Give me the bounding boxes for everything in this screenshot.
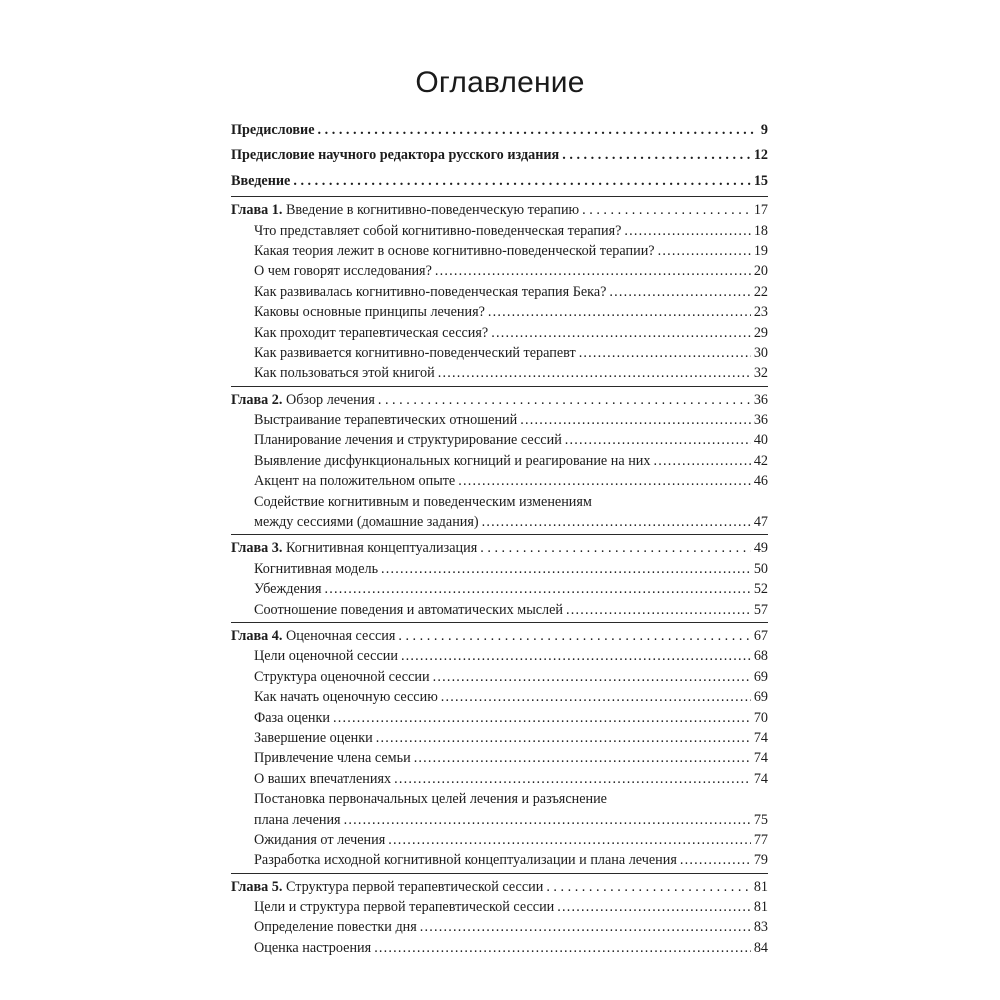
entry-label: Фаза оценки xyxy=(254,709,331,726)
section-list xyxy=(231,897,768,958)
entry-label: Когнитивная модель xyxy=(254,560,379,577)
entry-label: Завершение оценки xyxy=(254,729,373,746)
page-number: 74 xyxy=(753,729,768,746)
dot-leader xyxy=(388,830,751,850)
dot-leader xyxy=(398,626,750,646)
page-number: 9 xyxy=(760,122,768,138)
page-number: 30 xyxy=(753,344,768,361)
chapter-entry[interactable] xyxy=(231,626,768,646)
section-entry[interactable] xyxy=(254,600,768,620)
dot-leader xyxy=(438,363,751,383)
section-entry[interactable] xyxy=(254,769,768,789)
section-entry[interactable] xyxy=(254,897,768,917)
dot-leader xyxy=(394,769,751,789)
dot-leader xyxy=(579,343,751,363)
page-number: 47 xyxy=(753,514,768,531)
chapter-number: Глава 1. xyxy=(231,202,283,219)
dot-leader xyxy=(325,579,751,599)
dot-leader xyxy=(458,471,751,491)
entry-label: Как пользоваться этой книгой xyxy=(254,365,435,382)
front-entry[interactable] xyxy=(231,171,768,191)
dot-leader xyxy=(480,538,751,558)
entry-label: Структура оценочной сессии xyxy=(254,668,430,685)
page-number: 20 xyxy=(753,263,768,280)
page-number: 68 xyxy=(753,648,768,665)
chapter-number: Глава 4. xyxy=(231,627,283,644)
section-entry[interactable] xyxy=(254,302,768,322)
dot-leader xyxy=(376,728,751,748)
dot-leader xyxy=(680,850,751,870)
section-entry[interactable] xyxy=(254,646,768,666)
page-number: 79 xyxy=(753,852,768,869)
entry-label: Что представляет собой когнитивно-поведенческая терапия? xyxy=(254,222,622,239)
page-number: 17 xyxy=(753,202,768,219)
chapter-block xyxy=(231,622,768,871)
page-number: 22 xyxy=(753,283,768,300)
dot-leader xyxy=(414,748,751,768)
section-entry[interactable] xyxy=(254,810,768,830)
dot-leader xyxy=(401,646,751,666)
page-number: 81 xyxy=(753,899,768,916)
entry-label: Как проходит терапевтическая сессия? xyxy=(254,324,489,341)
entry-label: Глава 1. Введение в когнитивно-поведенческую терапию xyxy=(231,202,580,219)
section-entry[interactable] xyxy=(254,451,768,471)
dot-leader xyxy=(318,120,758,140)
section-entry[interactable] xyxy=(254,512,768,532)
entry-label-line: Постановка первоначальных целей лечения и разъяснение xyxy=(254,791,607,808)
chapter-number: Глава 2. xyxy=(231,391,283,408)
chapter-block xyxy=(231,534,768,620)
entry-label: Глава 5. Структура первой терапевтической сессии xyxy=(231,878,544,895)
entry-label: Глава 4. Оценочная сессия xyxy=(231,627,396,644)
dot-leader xyxy=(488,302,751,322)
section-entry[interactable] xyxy=(254,221,768,241)
page-number: 77 xyxy=(753,831,768,848)
dot-leader xyxy=(482,512,751,532)
entry-label: Как развивается когнитивно-поведенческий терапевт xyxy=(254,344,576,361)
entry-label: Определение повестки дня xyxy=(254,919,417,936)
page-number: 46 xyxy=(753,473,768,490)
chapter-block xyxy=(231,873,768,959)
chapter-block xyxy=(231,196,768,384)
dot-leader xyxy=(381,559,751,579)
page-number: 69 xyxy=(753,668,768,685)
chapter-entry[interactable] xyxy=(231,200,768,220)
dot-leader xyxy=(491,323,751,343)
section-entry[interactable] xyxy=(254,748,768,768)
entry-label: Предисловие научного редактора русского издания xyxy=(231,147,560,164)
entry-label: Соотношение поведения и автоматических мыслей xyxy=(254,601,563,618)
section-entry[interactable] xyxy=(254,323,768,343)
page-number: 36 xyxy=(753,391,768,408)
page-number: 42 xyxy=(753,452,768,469)
entry-label: Предисловие xyxy=(231,122,315,138)
section-entry[interactable] xyxy=(254,687,768,707)
dot-leader xyxy=(374,938,751,958)
page-number: 75 xyxy=(753,811,768,828)
dot-leader xyxy=(624,221,750,241)
table-of-contents xyxy=(231,120,768,958)
page-number: 50 xyxy=(753,560,768,577)
page-number: 70 xyxy=(753,709,768,726)
page-number: 49 xyxy=(753,540,768,557)
dot-leader xyxy=(520,410,751,430)
page-number: 36 xyxy=(753,412,768,429)
section-entry[interactable] xyxy=(254,938,768,958)
entry-label: плана лечения xyxy=(254,811,341,828)
dot-leader xyxy=(546,877,751,897)
page-number: 74 xyxy=(753,750,768,767)
page-number: 57 xyxy=(753,601,768,618)
entry-label: Планирование лечения и структурирование сессий xyxy=(254,432,562,449)
page-number: 32 xyxy=(753,365,768,382)
section-entry[interactable] xyxy=(254,343,768,363)
entry-label: Ожидания от лечения xyxy=(254,831,386,848)
dot-leader xyxy=(566,600,751,620)
entry-label: Убеждения xyxy=(254,581,322,598)
section-entry[interactable] xyxy=(254,579,768,599)
page-number: 23 xyxy=(753,304,768,321)
entry-label: Как начать оценочную сессию xyxy=(254,689,438,706)
dot-leader xyxy=(435,261,751,281)
page-number: 67 xyxy=(753,627,768,644)
page-number: 12 xyxy=(753,147,768,164)
page-number: 83 xyxy=(753,919,768,936)
chapter-block xyxy=(231,386,768,533)
section-entry[interactable] xyxy=(254,410,768,430)
dot-leader xyxy=(562,145,751,165)
section-entry[interactable] xyxy=(254,830,768,850)
dot-leader xyxy=(420,917,751,937)
section-list xyxy=(231,221,768,384)
dot-leader xyxy=(582,200,751,220)
dot-leader xyxy=(654,451,751,471)
section-list xyxy=(231,410,768,532)
entry-label: Привлечение члена семьи xyxy=(254,750,411,767)
section-list xyxy=(231,646,768,870)
section-entry[interactable] xyxy=(254,261,768,281)
section-entry[interactable] xyxy=(254,363,768,383)
entry-label: Оценка настроения xyxy=(254,939,372,956)
entry-label: Как развивалась когнитивно-поведенческая терапия Бека? xyxy=(254,283,607,300)
chapter-entry[interactable] xyxy=(231,877,768,897)
section-entry[interactable] xyxy=(254,708,768,728)
dot-leader xyxy=(658,241,751,261)
page-number: 74 xyxy=(753,770,768,787)
section-entry[interactable] xyxy=(254,241,768,261)
dot-leader xyxy=(441,687,751,707)
chapter-number: Глава 5. xyxy=(231,878,283,895)
entry-label: Каковы основные принципы лечения? xyxy=(254,304,485,321)
entry-label: Выявление дисфункциональных когниций и реагирование на них xyxy=(254,452,651,469)
section-entry[interactable] xyxy=(254,559,768,579)
section-entry[interactable] xyxy=(254,917,768,937)
page-number: 81 xyxy=(753,878,768,895)
chapter-entry[interactable] xyxy=(231,538,768,558)
entry-label: О чем говорят исследования? xyxy=(254,263,432,280)
entry-label: Какая теория лежит в основе когнитивно-поведенческой терапии? xyxy=(254,242,655,259)
entry-label: Цели оценочной сессии xyxy=(254,648,398,665)
dot-leader xyxy=(378,390,751,410)
page-number: 15 xyxy=(753,172,768,189)
dot-leader xyxy=(565,430,751,450)
front-entry[interactable] xyxy=(231,120,768,140)
page-number: 29 xyxy=(753,324,768,341)
dot-leader xyxy=(344,810,751,830)
section-entry[interactable] xyxy=(254,282,768,302)
entry-label: Акцент на положительном опыте xyxy=(254,473,456,490)
page-number: 52 xyxy=(753,581,768,598)
page-number: 69 xyxy=(753,689,768,706)
section-entry[interactable] xyxy=(254,667,768,687)
dot-leader xyxy=(609,282,750,302)
entry-label: Введение xyxy=(231,172,291,189)
entry-label: Разработка исходной когнитивной концептуализации и плана лечения xyxy=(254,852,677,869)
page-title: Оглавление xyxy=(415,66,585,99)
dot-leader xyxy=(433,667,751,687)
dot-leader xyxy=(333,708,751,728)
section-list xyxy=(231,559,768,620)
dot-leader xyxy=(293,171,750,191)
entry-label-line: Содействие когнитивным и поведенческим изменениям xyxy=(254,493,592,510)
page-number: 84 xyxy=(753,939,768,956)
dot-leader xyxy=(557,897,751,917)
chapter-entry[interactable] xyxy=(231,390,768,410)
section-entry[interactable] xyxy=(254,728,768,748)
entry-label: Глава 3. Когнитивная концептуализация xyxy=(231,540,478,557)
entry-label: Цели и структура первой терапевтической сессии xyxy=(254,899,555,916)
entry-label: О ваших впечатлениях xyxy=(254,770,392,787)
page-number: 40 xyxy=(753,432,768,449)
entry-label: Выстраивание терапевтических отношений xyxy=(254,412,518,429)
entry-label: Глава 2. Обзор лечения xyxy=(231,391,375,408)
entry-label: между сессиями (домашние задания) xyxy=(254,514,479,531)
page-number: 19 xyxy=(753,242,768,259)
front-entry[interactable] xyxy=(231,145,768,165)
section-entry[interactable] xyxy=(254,471,768,491)
page-number: 18 xyxy=(753,222,768,239)
section-entry[interactable] xyxy=(254,430,768,450)
chapter-number: Глава 3. xyxy=(231,540,283,557)
section-entry[interactable] xyxy=(254,850,768,870)
